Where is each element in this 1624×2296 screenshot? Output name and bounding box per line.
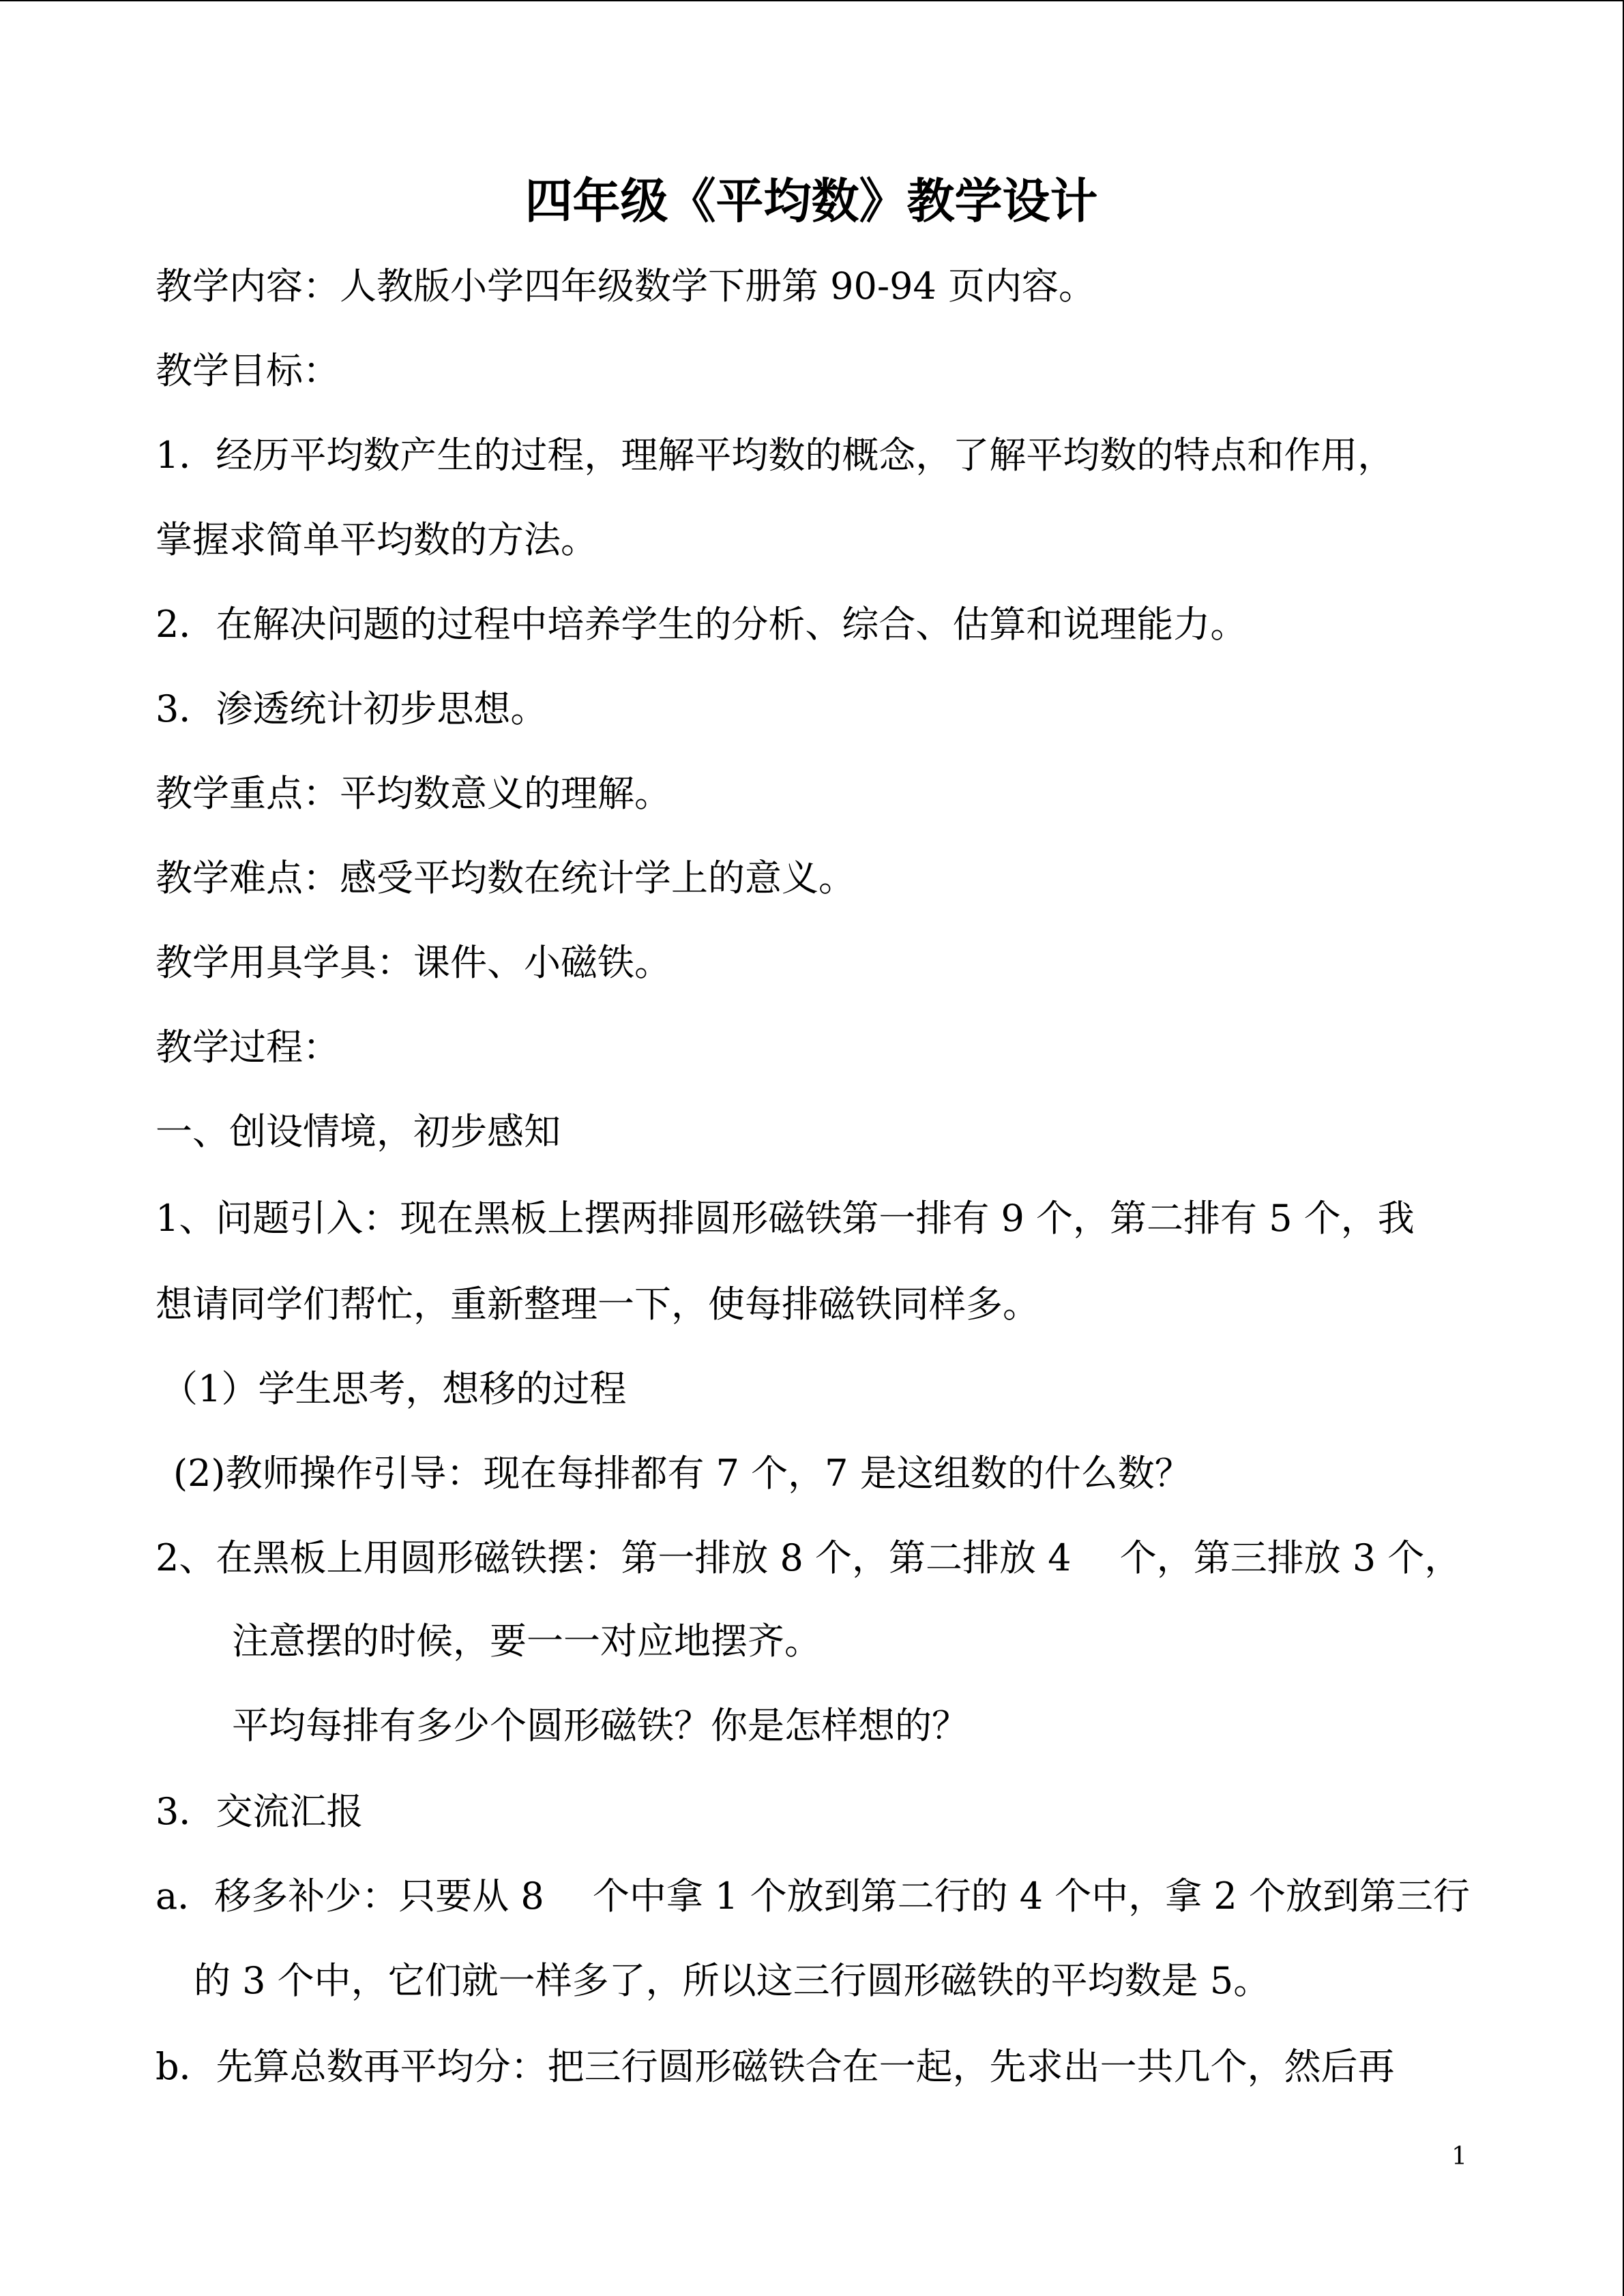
text-line-teaching-content: 教学内容：人教版小学四年级数学下册第 90-94 页内容。 [156,265,1095,308]
text-line-question-intro-cont: 想请同学们帮忙，重新整理一下，使每排磁铁同样多。 [156,1283,1039,1326]
text-line-method-a: a．移多补少：只要从 8 个中拿 1 个放到第二行的 4 个中，拿 2 个放到第三行 [156,1875,1470,1918]
text-line-teaching-process: 教学过程： [156,1026,340,1069]
document-title: 四年级《平均数》教学设计 [525,173,1098,229]
text-line-question-intro: 1、问题引入：现在黑板上摆两排圆形磁铁第一排有 9 个，第二排有 5 个，我 [156,1197,1415,1240]
text-line-objective-3: 3．渗透统计初步思想。 [156,687,548,730]
text-line-exchange-report: 3．交流汇报 [156,1790,364,1833]
text-line-objective-1: 1．经历平均数产生的过程，理解平均数的概念，了解平均数的特点和作用， [156,434,1395,477]
text-line-step-1: （1）学生思考，想移的过程 [161,1367,627,1410]
text-line-average-question: 平均每排有多少个圆形磁铁？你是怎样想的？ [232,1704,969,1747]
text-line-teaching-tools: 教学用具学具：课件、小磁铁。 [156,941,671,984]
text-line-difficult-point: 教学难点：感受平均数在统计学上的意义。 [156,856,855,899]
text-line-method-b: b．先算总数再平均分：把三行圆形磁铁合在一起，先求出一共几个，然后再 [156,2045,1395,2088]
text-line-magnet-arrangement: 2、在黑板上用圆形磁铁摆：第一排放 8 个，第二排放 4 个，第三排放 3 个， [156,1536,1462,1579]
text-line-key-point: 教学重点：平均数意义的理解。 [156,772,671,815]
text-line-section-1: 一、创设情境，初步感知 [156,1110,561,1153]
page-number: 1 [1451,2143,1467,2171]
text-line-objective-1-cont: 掌握求简单平均数的方法。 [156,518,597,561]
text-line-objective-2: 2．在解决问题的过程中培养学生的分析、综合、估算和说理能力。 [156,603,1247,646]
text-line-step-2: (2)教师操作引导：现在每排都有 7 个，7 是这组数的什么数？ [173,1452,1192,1495]
text-line-method-a-cont: 的 3 个中，它们就一样多了，所以这三行圆形磁铁的平均数是 5。 [194,1959,1271,2002]
text-line-alignment-note: 注意摆的时候，要一一对应地摆齐。 [232,1620,821,1663]
text-line-teaching-objectives: 教学目标： [156,349,340,392]
